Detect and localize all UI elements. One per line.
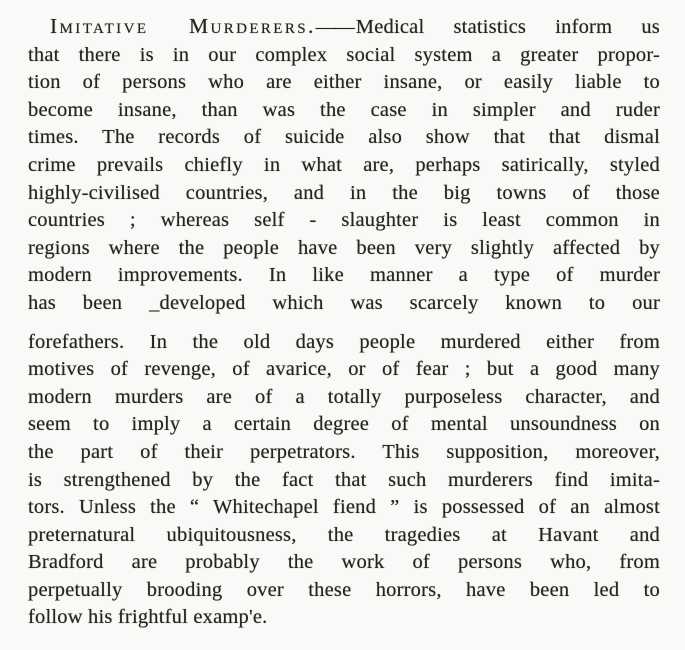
text-line: has been _developed which was scarcely known to our: [28, 291, 660, 314]
text-line: tors. Unless the “ Whitechapel fiend ” is possessed of an almost: [28, 496, 660, 519]
text-line: highly-civilised countries, and in the big towns of those: [28, 181, 660, 204]
article-heading: Imitative Murderers.: [50, 14, 316, 38]
text-line: follow his frightful examp'e.: [28, 606, 268, 629]
text-line: modern murders are of a totally purposeless character, and: [28, 385, 660, 408]
first-line-text: Medical statistics inform us: [355, 16, 660, 38]
text-line: become insane, than was the case in simpler and ruder: [28, 98, 660, 121]
text-line: perpetually brooding over these horrors, have been led to: [28, 578, 660, 601]
text-line: crime prevails chiefly in what are, perhaps satirically, styled: [28, 153, 660, 176]
text-line: tion of persons who are either insane, or easily liable to: [28, 71, 660, 94]
text-line: regions where the people have been very slightly affected by: [28, 236, 660, 259]
text-line: forefathers. In the old days people murdered either from: [28, 330, 660, 353]
text-line: motives of revenge, of avarice, or of fear ; but a good many: [28, 358, 660, 381]
text-line: is strengthened by the fact that such murderers find imita-: [28, 468, 660, 491]
text-line-first: [28, 13, 660, 42]
text-line: preternatural ubiquitousness, the tragedies at Havant and: [28, 523, 660, 546]
text-line: countries ; whereas self - slaughter is least common in: [28, 209, 660, 232]
text-line: seem to imply a certain degree of mental unsoundness on: [28, 413, 660, 436]
text-line: times. The records of suicide also show that that dismal: [28, 126, 660, 149]
text-line: modern improvements. In like manner a type of murder: [28, 264, 660, 287]
heading-dash: ——: [315, 16, 353, 38]
text-line: that there is in our complex social system a greater propor-: [28, 43, 660, 66]
text-line: Bradford are probably the work of persons who, from: [28, 551, 660, 574]
article-text: [28, 13, 660, 632]
text-line: the part of their perpetrators. This supposition, moreover,: [28, 440, 660, 463]
